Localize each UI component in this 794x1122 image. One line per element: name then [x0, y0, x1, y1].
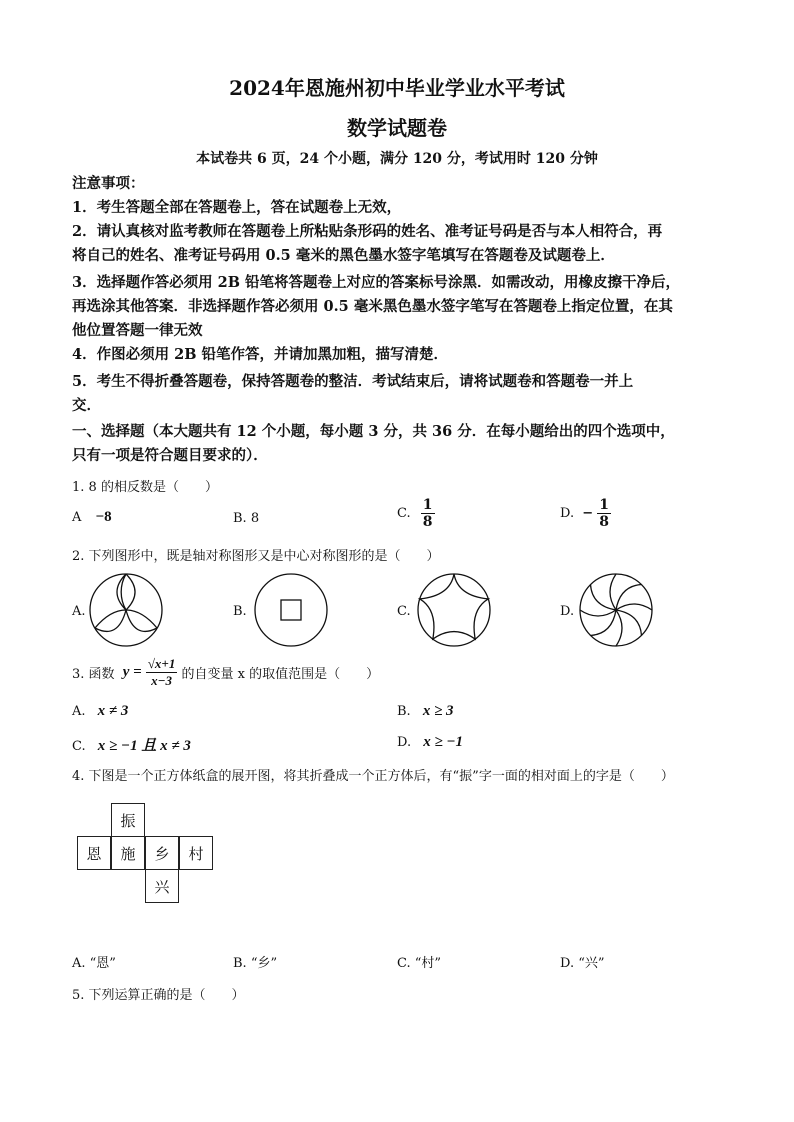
q3-a-value: x ≠ 3 — [97, 703, 129, 719]
figure-d-swirl — [578, 572, 654, 648]
q3-c-label: C. — [72, 739, 86, 754]
q1-d-label: D. — [560, 506, 575, 521]
exam-subtitle: 数学试题卷 — [347, 116, 447, 140]
q3-option-d — [397, 734, 463, 751]
q1-a-label: A — [72, 510, 82, 525]
q2-b-label: B. — [233, 604, 247, 619]
q3-stem-suffix: 的自变量 x 的取值范围是（ ） — [181, 667, 380, 682]
fraction-numerator: √x+1 — [147, 656, 176, 671]
fraction-denominator: 8 — [599, 514, 610, 530]
figure-a-trefoil — [88, 572, 164, 648]
net-cell-top: 振 — [111, 803, 145, 837]
section-heading: 一、选择题（本大题共有 12 个小题，每小题 3 分，共 36 分．在每小题给出的四个选项中， — [72, 423, 675, 440]
q1-option-a — [72, 509, 112, 526]
q2-stem: 2. 下列图形中，既是轴对称图形又是中心对称图形的是（ ） — [72, 549, 440, 564]
section-heading-2: 只有一项是符合题目要求的）． — [72, 447, 268, 464]
q4-option-c: C. “村” — [397, 956, 442, 971]
notice-line: 5．考生不得折叠答题卷，保持答题卷的整洁．考试结束后，请将试题卷和答题卷一并上 — [72, 373, 634, 390]
net-cell: 施 — [111, 836, 145, 870]
notice-line: 3．选择题作答必须用 2B 铅笔将答题卷上对应的答案标号涂黑．如需改动，用橡皮擦干净后， — [72, 274, 681, 291]
q3-d-label: D. — [397, 735, 412, 750]
figure-c-pentagon — [416, 572, 492, 648]
q4-option-a: A. “恩” — [72, 956, 116, 971]
q1-a-value: −8 — [95, 509, 112, 525]
q1-option-b: B. 8 — [233, 511, 260, 526]
q4-option-d: D. “兴” — [560, 956, 605, 971]
notice-line: 再选涂其他答案．非选择题作答必须用 0.5 毫米黑色墨水签字笔写在答题卷上指定位置，在其 — [72, 298, 673, 315]
q3-option-a — [72, 703, 128, 720]
fraction-numerator: 1 — [599, 497, 610, 513]
q2-c-label: C. — [397, 604, 411, 619]
figure-b-coin — [253, 572, 329, 648]
exam-info: 本试卷共 6 页，24 个小题，满分 120 分，考试用时 120 分钟 — [196, 151, 598, 167]
notice-line: 1．考生答题全部在答题卷上，答在试题卷上无效， — [72, 199, 402, 216]
q1-c-fraction — [421, 497, 435, 530]
q3-b-value: x ≥ 3 — [422, 703, 454, 719]
q1-c-label: C. — [397, 506, 411, 521]
q4-option-b: B. “乡” — [233, 956, 278, 971]
q1-option-c — [397, 497, 435, 530]
notice-line: 交． — [72, 397, 101, 414]
notice-line: 将自己的姓名、准考证号码用 0.5 毫米的黑色墨水签字笔填写在答题卷及试题卷上． — [72, 247, 615, 264]
q3-y-eq: y = — [122, 664, 142, 680]
net-cell: 恩 — [77, 836, 111, 870]
fraction-numerator: 1 — [422, 497, 433, 513]
q5-stem: 5. 下列运算正确的是（ ） — [72, 988, 245, 1003]
q4-stem: 4. 下图是一个正方体纸盒的展开图，将其折叠成一个正方体后，有“振”字一面的相对面上的字是（ ） — [72, 769, 674, 784]
q1-d-fraction — [597, 497, 611, 530]
notice-line: 他位置答题一律无效 — [72, 322, 203, 339]
minus-sign: − — [582, 506, 594, 521]
q2-a-label: A. — [72, 604, 86, 619]
fraction-denominator: 8 — [422, 514, 433, 530]
exam-title: 2024年恩施州初中毕业学业水平考试 — [229, 76, 565, 100]
notice-line: 4．作图必须用 2B 铅笔作答，并请加黑加粗，描写清楚． — [72, 346, 449, 363]
q3-d-value: x ≥ −1 — [423, 734, 464, 750]
q3-option-b — [397, 703, 454, 720]
q2-d-label: D. — [560, 604, 575, 619]
q3-fraction — [146, 656, 178, 689]
q3-a-label: A. — [72, 704, 86, 719]
notice-heading: 注意事项： — [72, 175, 145, 192]
fraction-denominator: x−3 — [151, 673, 173, 688]
net-cell: 乡 — [145, 836, 179, 870]
q1-stem: 1. 8 的相反数是（ ） — [72, 480, 218, 495]
net-cell: 村 — [179, 836, 213, 870]
q3-option-c — [72, 734, 191, 755]
net-cell-bottom: 兴 — [145, 869, 179, 903]
q3-b-label: B. — [397, 704, 411, 719]
q1-option-d — [560, 497, 611, 530]
q3-stem — [72, 656, 379, 692]
q3-c-value: x ≥ −1 且 x ≠ 3 — [97, 738, 191, 754]
notice-line: 2．请认真核对监考教师在答题卷上所粘贴条形码的姓名、准考证号码是否与本人相符合，再 — [72, 223, 663, 240]
q3-stem-prefix: 3. 函数 — [72, 667, 115, 682]
